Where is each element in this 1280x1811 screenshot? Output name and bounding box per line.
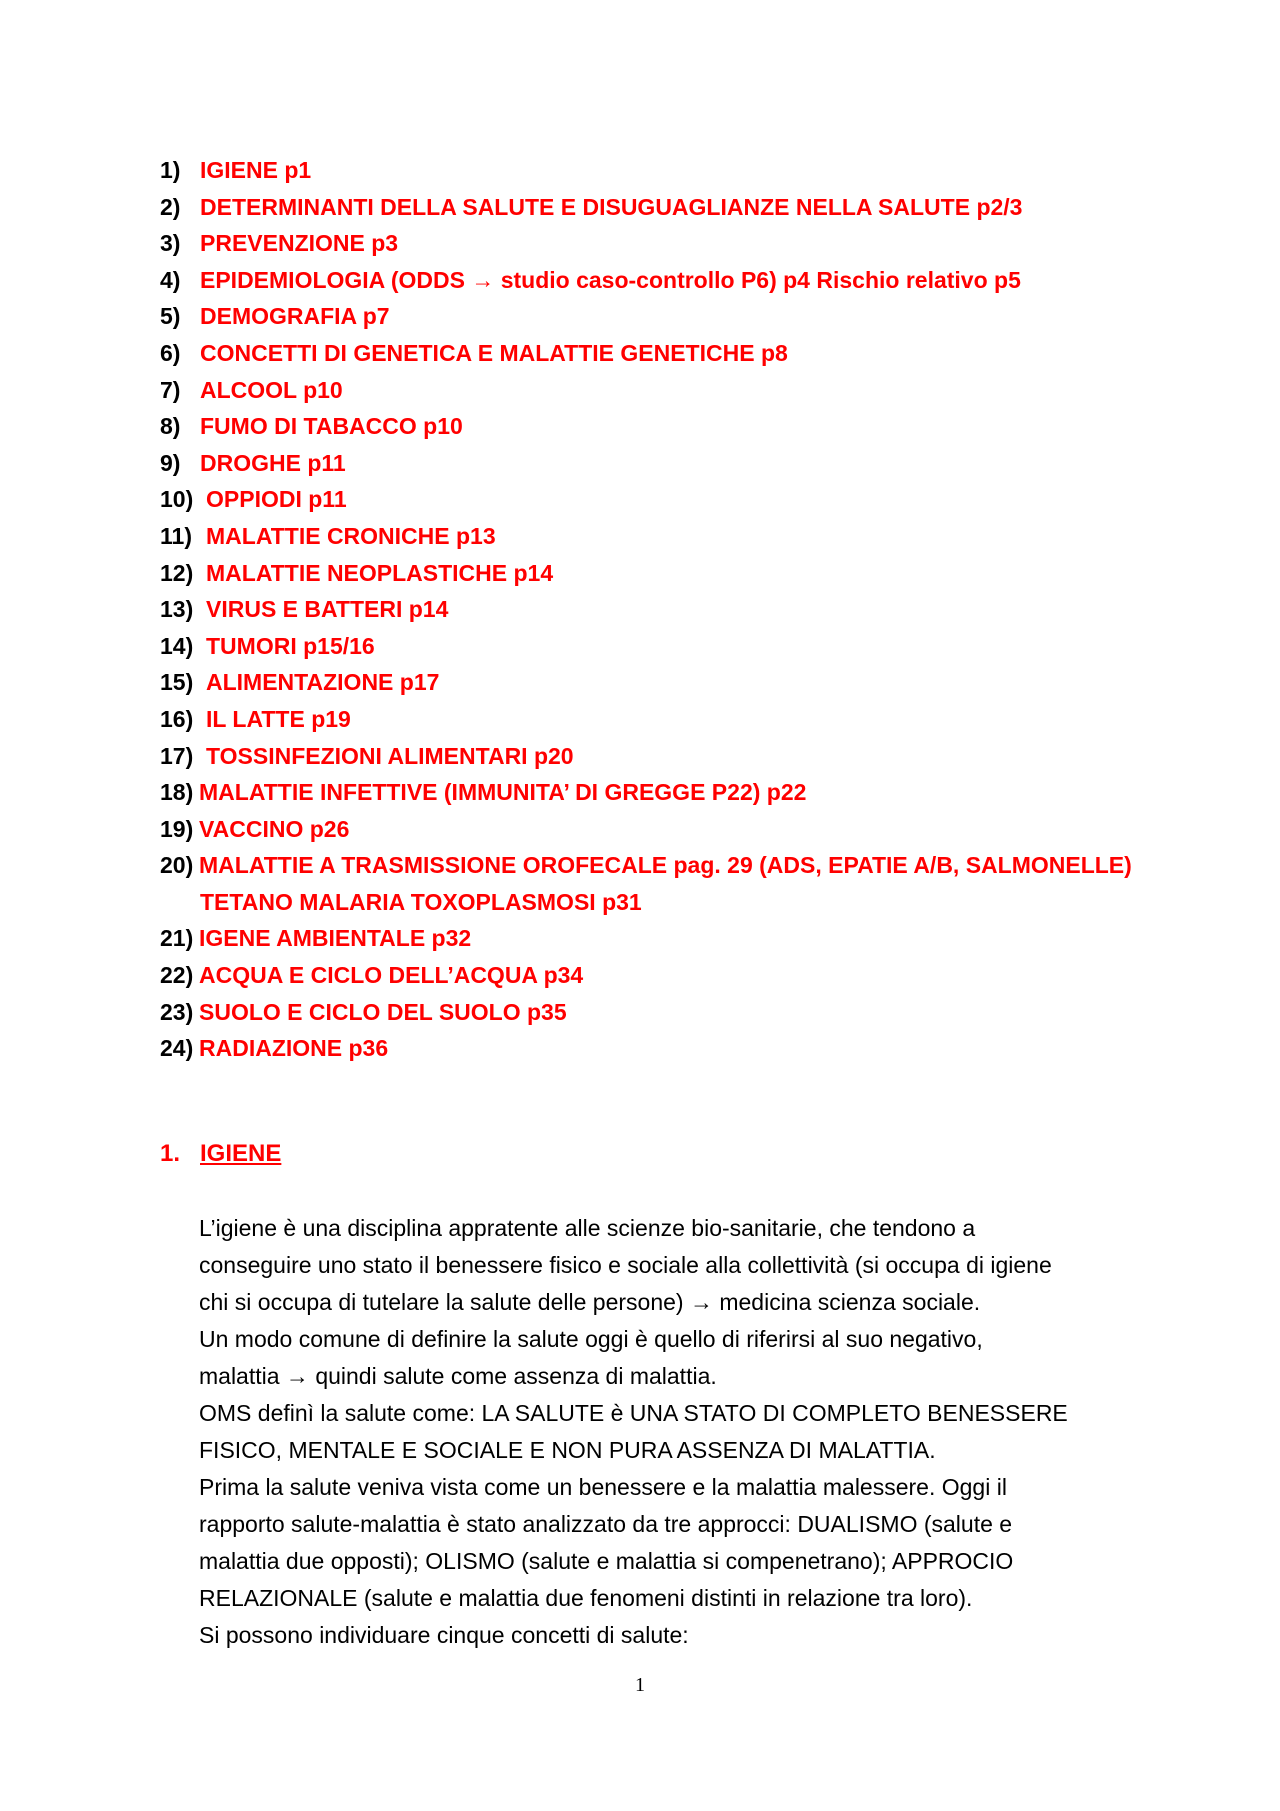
toc-item [160, 920, 1160, 957]
body-line: L’igiene è una disciplina appratente alle scienze bio-sanitarie, che tendono a [199, 1215, 976, 1241]
section-number: 1. [160, 1140, 181, 1167]
toc-item-number: 15) [160, 669, 194, 696]
body-line: malattia due opposti); OLISMO (salute e malattia si compenetrano); APPROCIO [199, 1548, 1014, 1574]
toc-item-number: 16) [160, 705, 194, 732]
toc-item [160, 847, 1160, 920]
toc-item-text: MALATTIE A TRASMISSIONE OROFECALE pag. 29 (ADS, EPATIE A/B, SALMONELLE) [199, 852, 1132, 879]
toc-item [160, 262, 1160, 299]
body-line: Un modo comune di definire la salute oggi è quello di riferirsi al suo negativo, [199, 1326, 983, 1352]
body-line: chi si occupa di tutelare la salute delle persone) → medicina scienza sociale. [199, 1289, 981, 1315]
body-line: rapporto salute-malattia è stato analizzato da tre approcci: DUALISMO (salute e [199, 1511, 1013, 1537]
toc-item-number: 22) [160, 962, 194, 989]
toc-item-number: 3) [160, 230, 181, 257]
toc-item-number: 12) [160, 559, 194, 586]
toc-item-number: 10) [160, 486, 194, 513]
toc-item [160, 225, 1160, 262]
toc-item-text: VIRUS E BATTERI p14 [206, 596, 449, 623]
toc-item-text: IGIENE p1 [200, 157, 312, 183]
toc-item-text: FUMO DI TABACCO p10 [200, 413, 463, 440]
toc-item-text: ACQUA E CICLO DELL’ACQUA p34 [199, 962, 584, 989]
toc-item-number: 19) [160, 815, 194, 842]
toc-item-text: OPPIODI p11 [206, 486, 347, 513]
toc-item-text: ALCOOL p10 [200, 376, 343, 403]
toc-item-continuation: TETANO MALARIA TOXOPLASMOSI p31 [200, 888, 642, 915]
toc-item [160, 408, 1160, 445]
toc-item-text: TOSSINFEZIONI ALIMENTARI p20 [206, 742, 574, 769]
toc-item-number: 9) [160, 449, 181, 476]
toc-item [160, 591, 1160, 628]
toc-item-number: 21) [160, 925, 194, 952]
toc-item [160, 481, 1160, 518]
section-body [199, 1210, 1159, 1654]
toc-item-number: 11) [160, 522, 192, 549]
toc-item-number: 24) [160, 1035, 194, 1062]
toc-item-number: 2) [160, 193, 181, 220]
body-line: conseguire uno stato il benessere fisico e sociale alla collettività (si occupa di igiene [199, 1252, 1052, 1278]
page-number: 1 [635, 1674, 645, 1696]
toc-item-number: 4) [160, 266, 181, 293]
toc-item-text: ALIMENTAZIONE p17 [206, 669, 440, 696]
toc-item-number: 8) [160, 413, 181, 440]
toc-item-text: CONCETTI DI GENETICA E MALATTIE GENETICHE p8 [200, 339, 788, 366]
toc-item [160, 189, 1160, 226]
toc-item [160, 372, 1160, 409]
toc-item-number: 5) [160, 303, 181, 330]
toc-item-text: MALATTIE INFETTIVE (IMMUNITA’ DI GREGGE P22) p22 [199, 779, 807, 806]
toc-item-text: DEMOGRAFIA p7 [200, 303, 390, 330]
toc-item [160, 1030, 1160, 1067]
section-title: IGIENE [200, 1140, 282, 1167]
toc-item [160, 555, 1160, 592]
toc-item [160, 152, 1160, 189]
toc-item-number: 6) [160, 339, 181, 366]
body-line: malattia → quindi salute come assenza di malattia. [199, 1363, 717, 1389]
toc-item [160, 774, 1160, 811]
toc-item [160, 738, 1160, 775]
toc-item-text: SUOLO E CICLO DEL SUOLO p35 [199, 998, 567, 1025]
toc-item-text: DROGHE p11 [200, 449, 346, 476]
toc-item-text: IGENE AMBIENTALE p32 [199, 925, 472, 952]
toc-item-number: 23) [160, 998, 194, 1025]
toc-item [160, 628, 1160, 665]
section-heading [160, 1140, 281, 1168]
toc-item [160, 664, 1160, 701]
toc-item-number: 18) [160, 779, 194, 806]
toc-item-number: 14) [160, 632, 194, 659]
toc-item [160, 994, 1160, 1031]
toc-item [160, 957, 1160, 994]
toc-item [160, 445, 1160, 482]
toc-item-number: 1) [160, 157, 181, 183]
body-line: OMS definì la salute come: LA SALUTE è UNA STATO DI COMPLETO BENESSERE [199, 1400, 1068, 1426]
body-line: Si possono individuare cinque concetti di salute: [199, 1622, 689, 1648]
toc-item [160, 518, 1160, 555]
toc-item-number: 17) [160, 742, 194, 769]
toc-item-text: RADIAZIONE p36 [199, 1035, 389, 1062]
toc-item-number: 13) [160, 596, 194, 623]
toc-item [160, 701, 1160, 738]
toc-item-text: PREVENZIONE p3 [200, 230, 399, 257]
toc-item [160, 811, 1160, 848]
body-line: FISICO, MENTALE E SOCIALE E NON PURA ASSENZA DI MALATTIA. [199, 1437, 936, 1463]
toc-item-text: IL LATTE p19 [206, 705, 351, 732]
toc-item-number: 7) [160, 376, 181, 403]
toc-item [160, 335, 1160, 372]
body-line: RELAZIONALE (salute e malattia due fenomeni distinti in relazione tra loro). [199, 1585, 973, 1611]
toc-item-text: VACCINO p26 [199, 815, 350, 842]
toc-item-text: EPIDEMIOLOGIA (ODDS → studio caso-controllo P6) p4 Rischio relativo p5 [200, 266, 1021, 293]
table-of-contents [160, 152, 1160, 1067]
toc-item-text: TUMORI p15/16 [206, 632, 375, 659]
toc-item-text: MALATTIE NEOPLASTICHE p14 [206, 559, 554, 586]
body-line: Prima la salute veniva vista come un benessere e la malattia malessere. Oggi il [199, 1474, 1007, 1500]
toc-item-text: DETERMINANTI DELLA SALUTE E DISUGUAGLIANZE NELLA SALUTE p2/3 [200, 193, 1023, 220]
toc-item [160, 298, 1160, 335]
toc-item-number: 20) [160, 852, 194, 879]
toc-item-text: MALATTIE CRONICHE p13 [206, 522, 496, 549]
